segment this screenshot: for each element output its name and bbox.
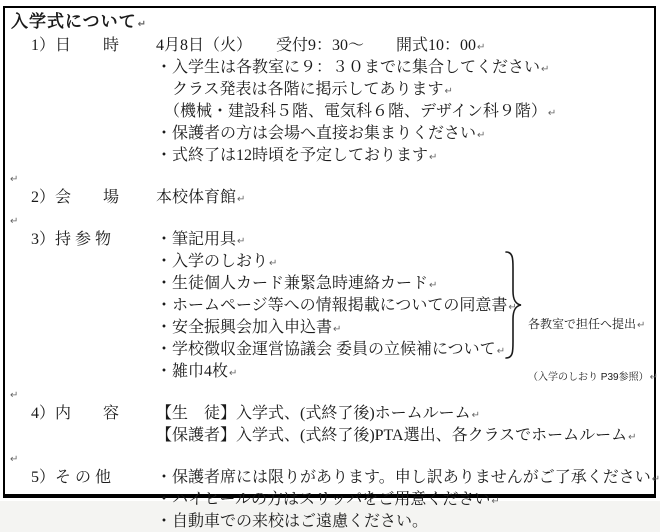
paragraph-mark: ↵ — [269, 258, 278, 269]
paragraph-mark: ↵ — [541, 64, 550, 75]
line-text: ・入学生は各教室に９：３０までに集合してください — [156, 59, 541, 76]
content-line — [156, 124, 653, 146]
section — [7, 188, 653, 210]
paragraph-mark: ↵ — [471, 410, 481, 421]
section — [7, 468, 660, 532]
content-line — [156, 36, 653, 58]
section-lines — [156, 36, 653, 168]
blank-line — [7, 168, 653, 188]
paragraph-mark: ↵ — [496, 346, 506, 357]
line-text: ・雑巾4枚 — [156, 363, 229, 380]
content-line — [156, 146, 653, 168]
paragraph-mark: ↵ — [444, 86, 453, 97]
line-text: クラス発表は各階に掲示してあります — [156, 81, 444, 98]
line-text: ・自動車での来校はご遠慮ください。 — [156, 513, 429, 530]
content-line — [156, 252, 653, 274]
paragraph-mark: ↵ — [10, 174, 19, 185]
line-text: ・ホームページ等への情報掲載についての同意書 — [156, 297, 508, 314]
content-line — [156, 230, 653, 252]
content-line — [156, 426, 653, 448]
section-label: 5）そ の 他 — [31, 469, 112, 486]
section-label: 2）会 場 — [31, 189, 120, 206]
paragraph-mark: ↵ — [508, 302, 517, 313]
paragraph-mark: ↵ — [229, 368, 238, 379]
section-label: 4）内 容 — [31, 405, 120, 422]
content-line — [156, 512, 653, 532]
paragraph-mark: ↵ — [237, 194, 246, 205]
section-label: 1）日 時 — [31, 37, 120, 54]
paragraph-mark: ↵ — [649, 372, 658, 383]
paragraph-mark: ↵ — [637, 320, 646, 331]
line-text: 4月8日（火） 受付9：30～ 開式10：00 — [156, 37, 477, 54]
paragraph-mark: ↵ — [10, 454, 19, 465]
line-text: 【保護者】入学式、(式終了後)PTA選出、各クラスでホームルーム — [156, 427, 628, 444]
content-line — [156, 188, 653, 210]
blank-line — [7, 448, 653, 468]
paragraph-mark: ↵ — [237, 236, 246, 247]
section-label: 3）持 参 物 — [31, 231, 112, 248]
annotation-line-2 — [528, 370, 658, 385]
paragraph-mark: ↵ — [10, 216, 19, 227]
paragraph-mark: ↵ — [477, 130, 486, 141]
paragraph-mark: ↵ — [547, 108, 557, 119]
line-text: ・学校徴収金運営協議会 委員の立候補について — [156, 341, 496, 358]
line-text: 本校体育館 — [156, 189, 237, 206]
paragraph-mark: ↵ — [477, 42, 486, 53]
line-text: 【生 徒】入学式、(式終了後)ホームルーム — [156, 405, 471, 422]
section-lines — [156, 188, 653, 210]
curly-brace-icon — [496, 249, 523, 366]
paragraph-mark: ↵ — [429, 280, 438, 291]
line-text: ・保護者席には限りがあります。申し訳ありませんがご了承ください — [156, 469, 651, 486]
paragraph-mark: ↵ — [491, 496, 500, 507]
document-content — [7, 10, 660, 532]
content-line — [156, 58, 653, 80]
paragraph-mark: ↵ — [429, 152, 438, 163]
line-text: ・安全振興会加入申込書 — [156, 319, 333, 336]
annotation-line-1 — [528, 316, 658, 334]
line-text: ・式終了は12時頃を予定しております — [156, 147, 429, 164]
page-title — [7, 10, 653, 36]
section-lines — [156, 468, 660, 532]
section — [7, 36, 653, 168]
line-text: ・生徒個人カード兼緊急時連絡カード — [156, 275, 429, 292]
paragraph-mark: ↵ — [333, 324, 342, 335]
content-line — [156, 102, 653, 124]
paragraph-mark: ↵ — [10, 390, 19, 401]
line-text: （機械・建設科５階、電気科６階、デザイン科９階） — [156, 103, 547, 120]
brace-annotation — [528, 280, 658, 421]
annotation-text: （入学のしおり P39参照） — [528, 372, 649, 383]
paragraph-mark: ↵ — [628, 432, 637, 443]
page-title-text: 入学式について — [11, 12, 137, 31]
content-line — [156, 468, 660, 490]
blank-line — [7, 210, 653, 230]
content-line — [156, 80, 653, 102]
line-text: ・ハイヒールの方はスリッパをご用意ください — [156, 491, 491, 508]
paragraph-mark: ↵ — [651, 474, 660, 485]
line-text: ・筆記用具 — [156, 231, 237, 248]
content-line — [156, 490, 653, 512]
paragraph-mark: ↵ — [137, 19, 148, 30]
annotation-text: 各教室で担任へ提出 — [528, 317, 637, 331]
line-text: ・保護者の方は会場へ直接お集まりください — [156, 125, 477, 142]
page-border — [3, 6, 660, 530]
line-text: ・入学のしおり — [156, 253, 269, 270]
